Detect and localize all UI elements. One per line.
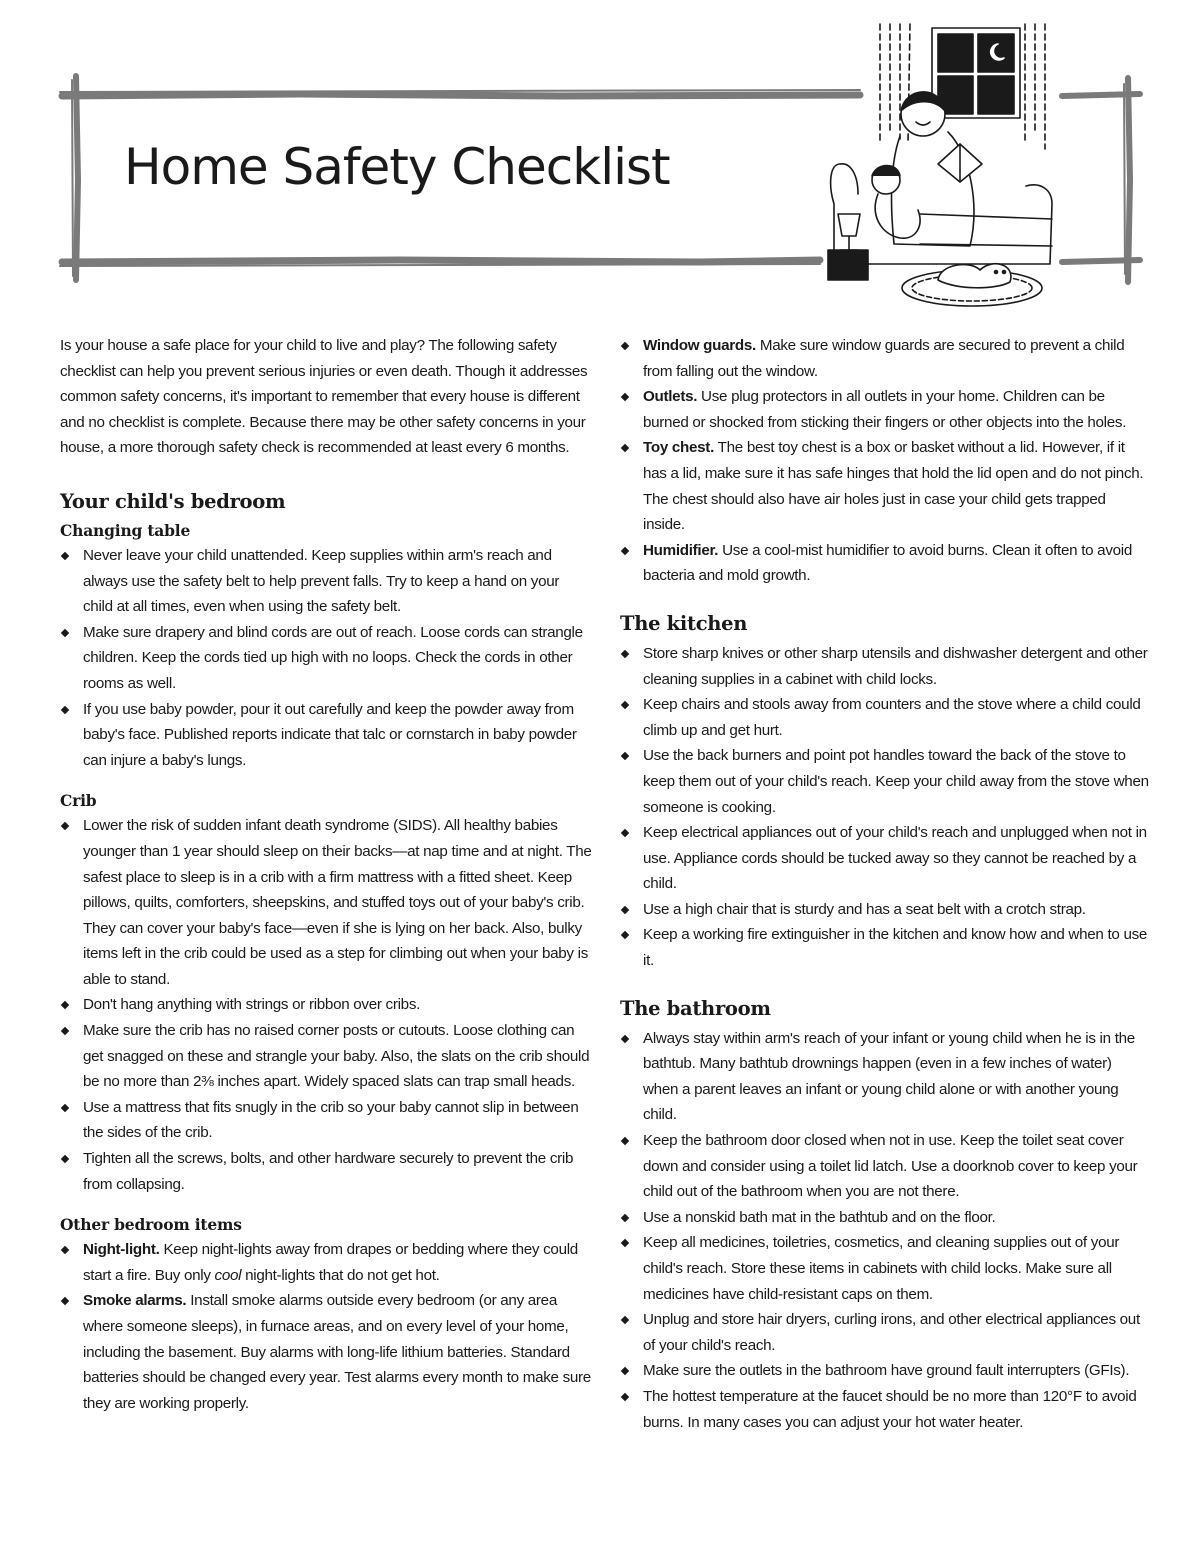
item-text: Use plug protectors in all outlets in your home. Children can be burned or shocked from sticking their fingers or other objects into the holes. [643,388,1127,431]
bathroom-heading: The bathroom [620,996,771,1020]
item-text: Keep night-lights away from drapes or bedding where they could start a fire. Buy only [83,1241,578,1284]
list-item: Store sharp knives or other sharp utensils and dishwasher detergent and other cleaning supplies in a cabinet with child locks. [620,641,1150,692]
list-item: Make sure the outlets in the bathroom have ground fault interrupters (GFIs). [620,1358,1150,1384]
list-item [60,1237,592,1288]
list-item [60,1288,592,1416]
item-lead: Toy chest. [643,439,714,457]
list-item: Use a nonskid bath mat in the bathtub and on the floor. [620,1205,1150,1231]
list-item: Lower the risk of sudden infant death syndrome (SIDS). All healthy babies younger than 1 year should sleep on their backs—at nap time and at night. The safest place to sleep is in a crib with a firm mattress with a fitted sheet. Keep pillows, quilts, comforters, sheepskins, and stuffed toys out of your baby's crib. They can cover your baby's face—even if she is lying on her back. Also, bulky items left in the crib could be used as a step for climbing out when your baby is able to stand. [60,813,592,992]
list-item: Make sure drapery and blind cords are out of reach. Loose cords can strangle children. Keep the cords tied up high with no loops. Check the cords in other rooms as well. [60,620,592,697]
item-lead: Outlets. [643,388,698,406]
changing-table-list [60,543,592,773]
kitchen-heading: The kitchen [620,611,748,635]
page-title: Home Safety Checklist [124,138,670,196]
list-item: Keep electrical appliances out of your child's reach and unplugged when not in use. Appliance cords should be tucked away so they cannot be reached by a child. [620,820,1150,897]
list-item: Always stay within arm's reach of your infant or young child when he is in the bathtub. Many bathtub drownings happen (even in a few inches of water) when a parent leaves an infant or young child alone or with another young child. [620,1026,1150,1128]
list-item: Keep a working fire extinguisher in the kitchen and know how and when to use it. [620,922,1150,973]
list-item [620,538,1150,589]
list-item: Use the back burners and point pot handles toward the back of the stove to keep them out of your child's reach. Keep your child away from the stove when someone is cooking. [620,743,1150,820]
item-lead: Night-light. [83,1241,160,1259]
left-column [60,333,592,1416]
list-item [620,384,1150,435]
list-item: Make sure the crib has no raised corner posts or cutouts. Loose clothing can get snagged on these and strangle your baby. Also, the slats on the crib should be no more than 2⅜ inches apart. Widely spaced slats can trap small heads. [60,1018,592,1095]
bedroom-heading: Your child's bedroom [60,489,286,513]
kitchen-list [620,641,1150,974]
list-item: Use a high chair that is sturdy and has a seat belt with a crotch strap. [620,897,1150,923]
list-item: Keep the bathroom door closed when not in use. Keep the toilet seat cover down and consider using a toilet lid latch. Use a doorknob cover to keep your child out of the bathroom when you are not there. [620,1128,1150,1205]
list-item: Tighten all the screws, bolts, and other hardware securely to prevent the crib from collapsing. [60,1146,592,1197]
list-item [620,333,1150,384]
intro-paragraph: Is your house a safe place for your child to live and play? The following safety checklist can help you prevent serious injuries or even death. Though it addresses common safety concerns, it's important to remember that every house is different and no checklist is complete. Because there may be other safety concerns in your house, a more thorough safety check is recommended at least every 6 months. [60,337,588,457]
item-text: The best toy chest is a box or basket without a lid. However, if it has a lid, make sure it has safe hinges that hold the lid open and do not pinch. The chest should also have air holes just in case your child gets trapped inside. [643,439,1144,534]
mother-reading-to-child-illustration [820,14,1065,314]
list-item: The hottest temperature at the faucet should be no more than 120°F to avoid burns. In many cases you can adjust your hot water heater. [620,1384,1150,1435]
item-lead: Humidifier. [643,541,719,559]
list-item: Keep all medicines, toiletries, cosmetics, and cleaning supplies out of your child's reach. Store these items in cabinets with child locks. Make sure all medicines have child-resistant caps on them. [620,1230,1150,1307]
bathroom-list [620,1026,1150,1436]
crib-list [60,813,592,1197]
list-item: Keep chairs and stools away from counters and the stove where a child could climb up and get hurt. [620,692,1150,743]
item-emphasis: cool [214,1266,242,1284]
list-item: Unplug and store hair dryers, curling irons, and other electrical appliances out of your child's reach. [620,1307,1150,1358]
other-bedroom-list-continued [620,333,1150,589]
other-bedroom-list [60,1237,592,1416]
list-item: Never leave your child unattended. Keep supplies within arm's reach and always use the safety belt to help prevent falls. Try to keep a hand on your child at all times, even when using the safety belt. [60,543,592,620]
item-text: Use a cool-mist humidifier to avoid burns. Clean it often to avoid bacteria and mold growth. [643,541,1132,585]
list-item: If you use baby powder, pour it out carefully and keep the powder away from baby's face. Published reports indicate that talc or cornstarch in baby powder can injure a baby's lungs. [60,697,592,774]
item-lead: Smoke alarms. [83,1292,187,1310]
list-item: Use a mattress that fits snugly in the crib so your baby cannot slip in between the sides of the crib. [60,1095,592,1146]
crib-heading: Crib [60,791,97,811]
item-text: night-lights that do not get hot. [241,1266,440,1284]
changing-table-heading: Changing table [60,520,191,540]
list-item [620,435,1150,537]
right-column [620,333,1150,1435]
item-lead: Window guards. [643,337,756,354]
item-text: Install smoke alarms outside every bedroom (or any area where someone sleeps), in furnace areas, and on every level of your home, including the basement. Buy alarms with long-life lithium batteries. Standard batteries should be changed every year. Test alarms every month to make sure they are working properly. [83,1292,591,1412]
other-bedroom-items-heading: Other bedroom items [60,1215,242,1235]
item-text: Make sure window guards are secured to prevent a child from falling out the window. [643,337,1125,380]
list-item: Don't hang anything with strings or ribbon over cribs. [60,992,592,1018]
